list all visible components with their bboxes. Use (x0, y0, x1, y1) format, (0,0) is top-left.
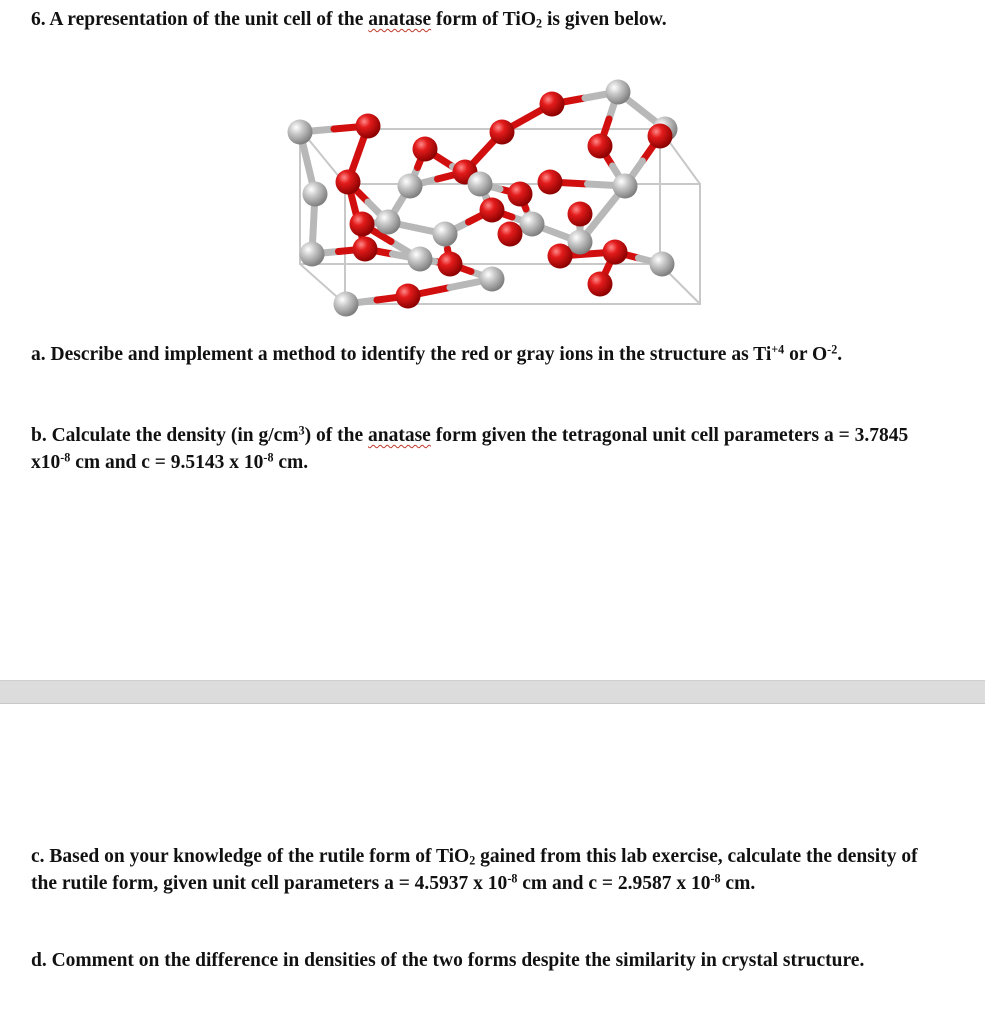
titanium-atom (480, 267, 505, 292)
oxygen-atom (603, 240, 628, 265)
part-b-text-2: ) of the (304, 425, 368, 446)
part-b-text-5: cm. (273, 452, 309, 473)
titanium-atom (408, 247, 433, 272)
exponent-superscript: -8 (710, 871, 721, 886)
ti-charge-superscript: +4 (771, 342, 785, 357)
q6-text-start: 6. A representation of the unit cell of the (31, 9, 369, 30)
part-c-text-3: cm and c = 2.9587 x 10 (517, 873, 711, 894)
oxygen-atom (336, 170, 361, 195)
oxygen-atom (438, 252, 463, 277)
titanium-atom (650, 252, 675, 277)
spellcheck-word-anatase[interactable]: anatase (367, 425, 431, 446)
titanium-atom (520, 212, 545, 237)
oxygen-atom (540, 92, 565, 117)
titanium-atom (398, 174, 423, 199)
part-c-text-2: gained from this lab exercise, calculate the density of the rutile form, given unit cell parameters a = 4.5937 x 10 (31, 846, 918, 894)
oxygen-atom (648, 124, 673, 149)
anatase-unit-cell-figure (270, 74, 710, 324)
q6-subscript-2: 2 (536, 16, 543, 31)
oxygen-atom (588, 134, 613, 159)
titanium-atom (334, 292, 359, 317)
q6-text-middle: form of TiO (431, 9, 537, 30)
part-a-or: or O (784, 344, 828, 365)
part-c-question (31, 843, 941, 897)
titanium-atom (468, 172, 493, 197)
part-c-text-1: c. Based on your knowledge of the rutile form of TiO (31, 846, 470, 867)
oxygen-atom (490, 120, 515, 145)
question-6-heading (31, 6, 941, 33)
part-a-text: a. Describe and implement a method to identify the red or gray ions in the structure as Ti (31, 344, 772, 365)
oxygen-atom (396, 284, 421, 309)
exponent-superscript: -8 (60, 450, 71, 465)
oxygen-atom (548, 244, 573, 269)
titanium-atom (288, 120, 313, 145)
titanium-atom (376, 210, 401, 235)
oxygen-atom (356, 114, 381, 139)
oxygen-atom (350, 212, 375, 237)
part-b-text-3: form given the tetragonal unit cell parameters a = 3.7845 x10 (31, 425, 909, 473)
titanium-atom (303, 182, 328, 207)
part-a-question (31, 341, 941, 368)
part-b-text-4: cm and c = 9.5143 x 10 (70, 452, 264, 473)
exponent-superscript: -8 (507, 871, 518, 886)
oxygen-atom (538, 170, 563, 195)
part-a-end: . (837, 344, 843, 365)
part-b-text-1: b. Calculate the density (in g/cm (31, 425, 299, 446)
exponent-superscript: -8 (263, 450, 274, 465)
oxygen-atom (413, 137, 438, 162)
c-subscript-2: 2 (469, 853, 476, 868)
spellcheck-word-anatase[interactable]: anatase (368, 9, 432, 30)
oxygen-atom (498, 222, 523, 247)
titanium-atom (613, 174, 638, 199)
page-divider-bar (0, 680, 985, 704)
oxygen-atom (568, 202, 593, 227)
oxygen-atom (508, 182, 533, 207)
oxygen-atom (480, 198, 505, 223)
part-d-text: d. Comment on the difference in densities of the two forms despite the similarity in crystal structure. (31, 950, 865, 971)
o-charge-superscript: -2 (827, 342, 838, 357)
titanium-atom (433, 222, 458, 247)
titanium-atom (300, 242, 325, 267)
oxygen-atom (588, 272, 613, 297)
oxygen-atom (353, 237, 378, 262)
part-c-text-4: cm. (720, 873, 756, 894)
titanium-atom (606, 80, 631, 105)
q6-text-end: is given below. (542, 9, 667, 30)
cube-superscript: 3 (298, 423, 305, 438)
part-b-question (31, 422, 941, 476)
part-d-question (31, 947, 941, 974)
